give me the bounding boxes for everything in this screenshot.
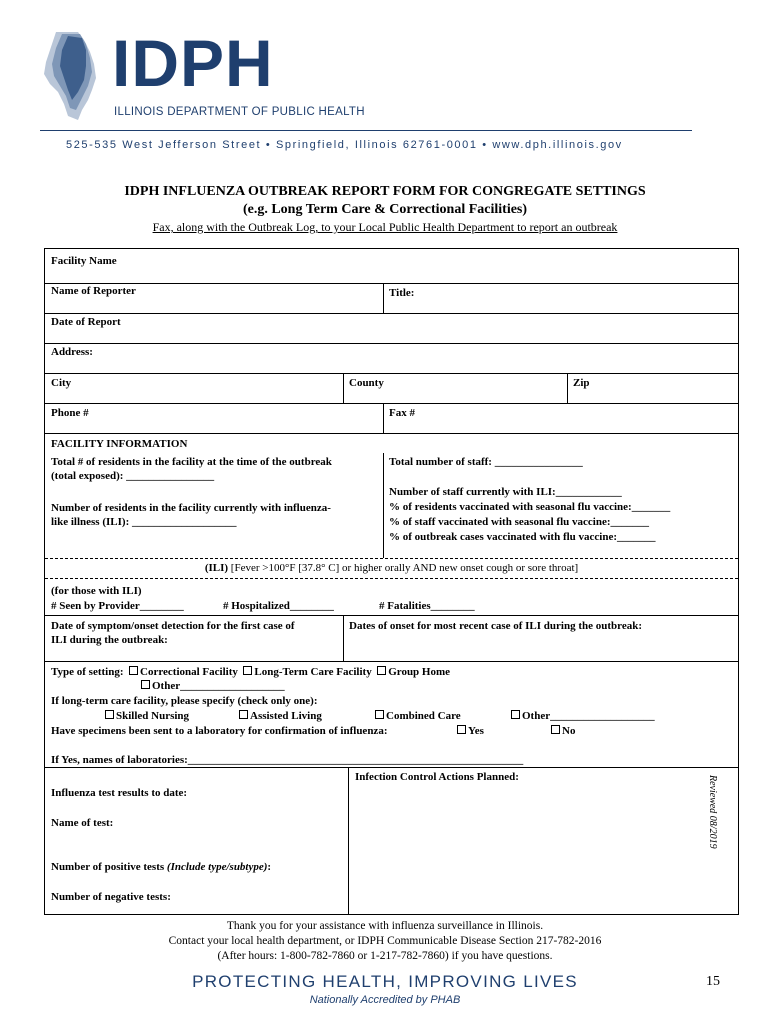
skilled-nursing-label: Skilled Nursing	[116, 710, 190, 722]
checkbox-icon	[377, 666, 386, 675]
facility-info-heading: FACILITY INFORMATION	[51, 438, 188, 450]
form-subtitle: (e.g. Long Term Care & Correctional Facilities)	[242, 202, 528, 217]
specimens-no-checkbox[interactable]	[551, 724, 575, 738]
ltc-other-checkbox[interactable]	[511, 709, 655, 723]
lab-names-field[interactable]: If Yes, names of laboratories:_____________________________________________________________	[51, 754, 524, 766]
phone-field[interactable]: Phone #	[51, 407, 89, 419]
cell-divider	[343, 373, 344, 403]
report-date-field[interactable]: Date of Report	[51, 316, 121, 328]
long-term-care-label: Long-Term Care Facility	[254, 666, 372, 678]
checkbox-icon	[105, 710, 114, 719]
row-divider	[45, 403, 738, 404]
cell-divider	[348, 767, 349, 914]
address-field[interactable]: Address:	[51, 346, 93, 358]
city-field[interactable]: City	[51, 377, 72, 389]
row-divider	[45, 433, 738, 434]
reviewed-date-note: Reviewed 08/2019	[707, 775, 718, 849]
assisted-living-checkbox[interactable]	[239, 709, 322, 723]
checkbox-icon	[457, 725, 466, 734]
checkbox-icon	[375, 710, 384, 719]
report-form	[44, 248, 739, 915]
cell-divider	[383, 453, 384, 558]
combined-care-label: Combined Care	[386, 710, 461, 722]
row-divider	[45, 373, 738, 374]
combined-care-checkbox[interactable]	[375, 709, 461, 723]
residents-ili-label: Number of residents in the facility currently with influenza-	[51, 502, 331, 514]
row-divider	[45, 767, 738, 768]
row-divider	[45, 313, 738, 314]
specimens-question: Have specimens been sent to a laboratory for confirmation of influenza:	[51, 725, 388, 737]
row-divider	[45, 615, 738, 616]
specimens-no-label: No	[562, 725, 576, 737]
cell-divider	[343, 615, 344, 661]
ili-definition	[45, 561, 738, 575]
setting-other-checkbox[interactable]	[141, 679, 285, 693]
total-staff-field[interactable]: Total number of staff: ________________	[389, 456, 583, 468]
onset-recent-field[interactable]: Dates of onset for most recent case of ILI during the outbreak:	[349, 620, 642, 632]
cell-divider	[383, 403, 384, 433]
pct-staff-vaccinated-field[interactable]: % of staff vaccinated with seasonal flu vaccine:_______	[389, 516, 650, 528]
specimens-yes-label: Yes	[468, 725, 484, 737]
test-results-field[interactable]: Influenza test results to date:	[51, 787, 188, 799]
footer-accreditation: Nationally Accredited by PHAB	[309, 994, 461, 1006]
ltc-other-label: Other___________________	[522, 710, 655, 722]
seen-by-provider-field[interactable]: # Seen by Provider________	[51, 600, 184, 612]
ili-abbrev: (ILI)	[204, 562, 229, 574]
checkbox-icon	[551, 725, 560, 734]
ili-definition-text: [Fever >100°F [37.8° C] or higher orally AND new onset cough or sore throat]	[228, 562, 579, 574]
idph-logo-wordmark: IDPH	[112, 26, 274, 100]
reporter-name-field[interactable]: Name of Reporter	[51, 285, 136, 297]
negative-tests-field[interactable]: Number of negative tests:	[51, 891, 171, 903]
checkbox-icon	[511, 710, 520, 719]
group-home-checkbox[interactable]	[377, 666, 450, 678]
group-home-label: Group Home	[388, 666, 451, 678]
positive-tests-colon: :	[267, 861, 272, 873]
specimens-yes-checkbox[interactable]	[457, 724, 484, 738]
long-term-care-checkbox[interactable]	[243, 666, 371, 678]
header-divider	[40, 130, 692, 131]
pct-residents-vaccinated-field[interactable]: % of residents vaccinated with seasonal flu vaccine:_______	[389, 501, 671, 513]
row-divider	[45, 661, 738, 662]
county-field[interactable]: County	[349, 377, 384, 389]
zip-field[interactable]: Zip	[573, 377, 590, 389]
staff-ili-field[interactable]: Number of staff currently with ILI:____________	[389, 486, 622, 498]
footer-slogan: PROTECTING HEALTH, IMPROVING LIVES	[192, 972, 578, 991]
pct-outbreak-vaccinated-field[interactable]: % of outbreak cases vaccinated with flu vaccine:_______	[389, 531, 656, 543]
form-instruction: Fax, along with the Outbreak Log, to your Local Public Health Department to report an outbreak	[152, 220, 618, 234]
row-divider	[45, 343, 738, 344]
setting-other-label: Other___________________	[152, 680, 285, 692]
checkbox-icon	[129, 666, 138, 675]
skilled-nursing-checkbox[interactable]	[105, 709, 189, 723]
ltc-specify-label: If long-term care facility, please specify (check only one):	[51, 695, 318, 707]
row-divider	[45, 578, 738, 579]
correctional-facility-checkbox[interactable]	[129, 666, 238, 678]
positive-tests-hint: (Include type/subtype)	[166, 861, 268, 873]
fax-field[interactable]: Fax #	[389, 407, 415, 419]
footer-thanks: Thank you for your assistance with influenza surveillance in Illinois.	[226, 920, 544, 932]
footer-after-hours: (After hours: 1-800-782-7860 or 1-217-782-7860) if you have questions.	[217, 950, 553, 962]
infection-control-field[interactable]: Infection Control Actions Planned:	[355, 771, 519, 783]
residents-ili-field[interactable]: like illness (ILI): ___________________	[51, 516, 237, 528]
checkbox-icon	[243, 666, 252, 675]
for-those-ili-label: (for those with ILI)	[51, 585, 142, 597]
row-divider	[45, 558, 738, 559]
cell-divider	[383, 283, 384, 313]
illinois-silhouette-logo-icon	[38, 30, 112, 122]
assisted-living-label: Assisted Living	[250, 710, 322, 722]
correctional-facility-label: Correctional Facility	[140, 666, 238, 678]
total-residents-field[interactable]: (total exposed): ________________	[51, 470, 215, 482]
cell-divider	[567, 373, 568, 403]
page-number: 15	[706, 974, 720, 989]
reporter-title-field[interactable]: Title:	[389, 287, 415, 299]
checkbox-icon	[141, 680, 150, 689]
total-residents-label: Total # of residents in the facility at the time of the outbreak	[51, 456, 332, 468]
onset-first-label-2: ILI during the outbreak:	[51, 634, 168, 646]
positive-tests-label: Number of positive tests	[51, 861, 167, 873]
checkbox-icon	[239, 710, 248, 719]
positive-tests-field[interactable]	[51, 860, 271, 874]
footer-contact: Contact your local health department, or IDPH Communicable Disease Section 217-782-2016	[168, 935, 602, 947]
form-title: IDPH INFLUENZA OUTBREAK REPORT FORM FOR CONGREGATE SETTINGS	[124, 184, 646, 199]
address-line: 525-535 West Jefferson Street • Springfield, Illinois 62761-0001 • www.dph.illinois.gov	[66, 139, 623, 151]
test-name-field[interactable]: Name of test:	[51, 817, 114, 829]
hospitalized-field[interactable]: # Hospitalized________	[223, 600, 334, 612]
fatalities-field[interactable]: # Fatalities________	[379, 600, 475, 612]
facility-name-field[interactable]: Facility Name	[51, 255, 117, 267]
idph-logo-subtitle: ILLINOIS DEPARTMENT OF PUBLIC HEALTH	[114, 106, 365, 118]
type-of-setting-text: Type of setting:	[51, 666, 124, 678]
type-of-setting-label	[51, 665, 450, 679]
onset-first-label[interactable]: Date of symptom/onset detection for the first case of	[51, 620, 295, 632]
row-divider	[45, 283, 738, 284]
